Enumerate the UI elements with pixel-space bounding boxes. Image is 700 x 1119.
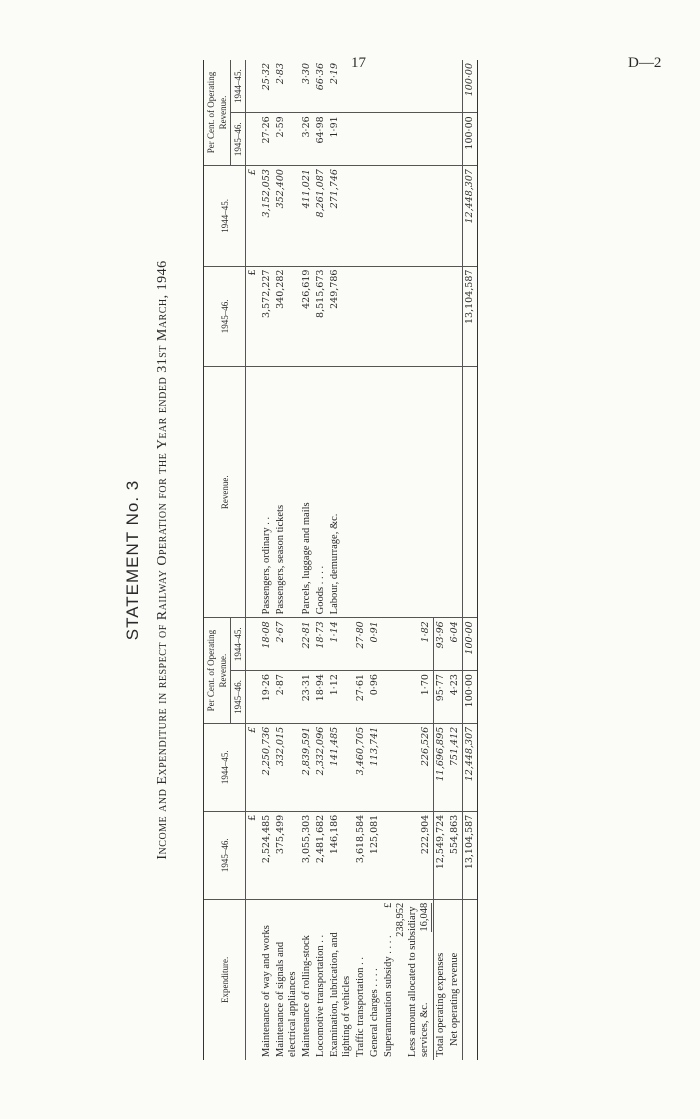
exp-label: Locomotive transportation . . — [315, 934, 326, 1057]
superannuation-less-amount: 16,048 — [419, 902, 430, 932]
rev-y2: 8,261,087 — [314, 166, 328, 267]
rev-p2: 25·32 — [260, 60, 274, 113]
document-code: D—2 — [628, 55, 662, 71]
exp-y2: 332,015 — [274, 723, 300, 811]
exp-y1: 2,481,682 — [314, 811, 328, 899]
exp-label: Traffic transportation . . — [355, 956, 366, 1057]
rev-grand-y1: 13,104,587 — [463, 266, 478, 367]
exp-p2: 18·08 — [260, 618, 274, 671]
exp-y1: 2,524,485 — [260, 811, 274, 899]
exp-grand-p1: 100·00 — [463, 671, 478, 724]
revenue-header: Revenue. — [204, 367, 246, 618]
income-expenditure-table — [203, 60, 478, 1060]
table-row — [260, 60, 274, 1060]
exp-y1-header: 1945–46. — [204, 811, 246, 899]
rev-p1: 27·26 — [260, 113, 274, 166]
exp-p1: 23·31 — [300, 671, 314, 724]
exp-p1: 0·96 — [368, 671, 382, 724]
exp-y2: 141,485 — [328, 723, 354, 811]
exp-y1: 3,055,303 — [300, 811, 314, 899]
net-operating-p2: 6·04 — [448, 618, 463, 671]
exp-p1: 27·61 — [354, 671, 368, 724]
exp-pct-header: Per Cent. of Operating Revenue. — [204, 618, 231, 724]
table-row — [274, 60, 300, 1060]
exp-p2: 22·81 — [300, 618, 314, 671]
exp-p1: 19·26 — [260, 671, 274, 724]
rev-p2: 3·30 — [300, 60, 314, 113]
grand-total-row — [463, 60, 478, 1060]
rev-y2: 271,746 — [328, 166, 354, 267]
rev-p1: 64·98 — [314, 113, 328, 166]
rev-p1: 3·26 — [300, 113, 314, 166]
total-operating-y2: 11,696,895 — [434, 723, 449, 811]
exp-y1: 125,081 — [368, 811, 382, 899]
rev-y1: 249,786 — [328, 266, 354, 367]
rev-grand-y2: 12,448,307 — [463, 166, 478, 267]
net-operating-label: Net operating revenue — [449, 952, 460, 1046]
exp-y2: 113,741 — [368, 723, 382, 811]
currency-row — [246, 60, 261, 1060]
rev-label: Goods . . . . — [314, 367, 328, 618]
exp-grand-p2: 100·00 — [463, 618, 478, 671]
table-row — [328, 60, 354, 1060]
superannuation-p2: 1·82 — [382, 618, 434, 671]
rev-pct-y2-header: 1944–45. — [231, 60, 246, 113]
rev-label: Labour, demurrage, &c. — [328, 367, 354, 618]
rev-pct-header: Per Cent. of Operating Revenue. — [204, 60, 231, 166]
exp-currency-y1: £ — [246, 811, 261, 899]
net-operating-row — [448, 60, 463, 1060]
exp-y2: 2,332,096 — [314, 723, 328, 811]
table-row — [300, 60, 314, 1060]
exp-grand-y1: 13,104,587 — [463, 811, 478, 899]
rev-p2: 66·36 — [314, 60, 328, 113]
statement-title: STATEMENT No. 3 — [123, 479, 142, 641]
superannuation-p1: 1·70 — [382, 671, 434, 724]
total-operating-label: Total operating expenses — [434, 899, 449, 1060]
statement-subtitle: Income and Expenditure in respect of Railway Operation for the Year ended 31st March, 1946 — [155, 260, 170, 860]
expenditure-header: Expenditure. — [204, 899, 246, 1060]
rev-y2: 352,400 — [274, 166, 300, 267]
rev-grand-p1: 100·00 — [463, 113, 478, 166]
exp-label: Maintenance of way and works — [261, 925, 272, 1057]
rev-currency-y2: £ — [246, 166, 261, 267]
rev-p1: 2·59 — [274, 113, 300, 166]
rev-y1: 3,572,227 — [260, 266, 274, 367]
exp-pct-y1-header: 1945–46. — [231, 671, 246, 724]
superannuation-amount: 238,952 — [395, 902, 406, 937]
exp-p1: 1·12 — [328, 671, 354, 724]
total-operating-row — [434, 60, 449, 1060]
exp-y2: 2,839,591 — [300, 723, 314, 811]
exp-label: Examination, lubrication, and lighting of vehicles — [329, 932, 352, 1057]
rev-y1: 340,282 — [274, 266, 300, 367]
rev-y2-header: 1944–45. — [204, 166, 246, 267]
superannuation-y2: 226,526 — [382, 723, 434, 811]
net-operating-y1: 554,863 — [448, 811, 463, 899]
rev-currency-y1: £ — [246, 266, 261, 367]
exp-y1: 375,499 — [274, 811, 300, 899]
rev-y2: 3,152,053 — [260, 166, 274, 267]
superannuation-y1: 222,904 — [382, 811, 434, 899]
table-row — [354, 60, 368, 1060]
superannuation-label: Superannuation subsidy . . . . — [383, 935, 394, 1057]
rev-pct-y1-header: 1945–46. — [231, 113, 246, 166]
rev-y2: 411,021 — [300, 166, 314, 267]
exp-p2: 1·14 — [328, 618, 354, 671]
exp-label: Maintenance of signals and electrical appliances — [275, 941, 298, 1057]
exp-label: General charges . . . . — [369, 968, 380, 1057]
net-operating-p1: 4·23 — [448, 671, 463, 724]
rev-label: Passengers, season tickets — [274, 367, 300, 618]
exp-p2: 18·73 — [314, 618, 328, 671]
exp-p2: 27·80 — [354, 618, 368, 671]
superannuation-less-label: Less amount allocated to subsidiary services, &c. — [407, 906, 430, 1057]
rev-p1: 1·91 — [328, 113, 354, 166]
exp-y2: 2,250,736 — [260, 723, 274, 811]
table-row — [368, 60, 382, 1060]
rev-y1: 426,619 — [300, 266, 314, 367]
exp-pct-y2-header: 1944–45. — [231, 618, 246, 671]
rev-y1: 8,515,673 — [314, 266, 328, 367]
exp-p1: 18·94 — [314, 671, 328, 724]
exp-y1: 146,186 — [328, 811, 354, 899]
superannuation-currency: £ — [383, 902, 394, 908]
rev-grand-p2: 100·00 — [463, 60, 478, 113]
exp-y1: 3,618,584 — [354, 811, 368, 899]
net-operating-y2: 751,412 — [448, 723, 463, 811]
rotated-statement — [105, 60, 545, 1060]
total-operating-p1: 95·77 — [434, 671, 449, 724]
exp-grand-y2: 12,448,307 — [463, 723, 478, 811]
rev-label: Parcels, luggage and mails — [300, 367, 314, 618]
total-operating-p2: 93·96 — [434, 618, 449, 671]
rev-label: Passengers, ordinary . . — [260, 367, 274, 618]
page-number: 17 — [351, 55, 366, 71]
total-operating-y1: 12,549,724 — [434, 811, 449, 899]
rev-p2: 2·83 — [274, 60, 300, 113]
exp-p1: 2·87 — [274, 671, 300, 724]
table-row — [314, 60, 328, 1060]
rev-y1-header: 1945–46. — [204, 266, 246, 367]
exp-y2: 3,460,705 — [354, 723, 368, 811]
exp-y2-header: 1944–45. — [204, 723, 246, 811]
rev-p2: 2·19 — [328, 60, 354, 113]
exp-p2: 0·91 — [368, 618, 382, 671]
exp-label: Maintenance of rolling-stock — [301, 935, 312, 1057]
superannuation-row — [382, 60, 434, 1060]
exp-currency-y2: £ — [246, 723, 261, 811]
exp-p2: 2·67 — [274, 618, 300, 671]
